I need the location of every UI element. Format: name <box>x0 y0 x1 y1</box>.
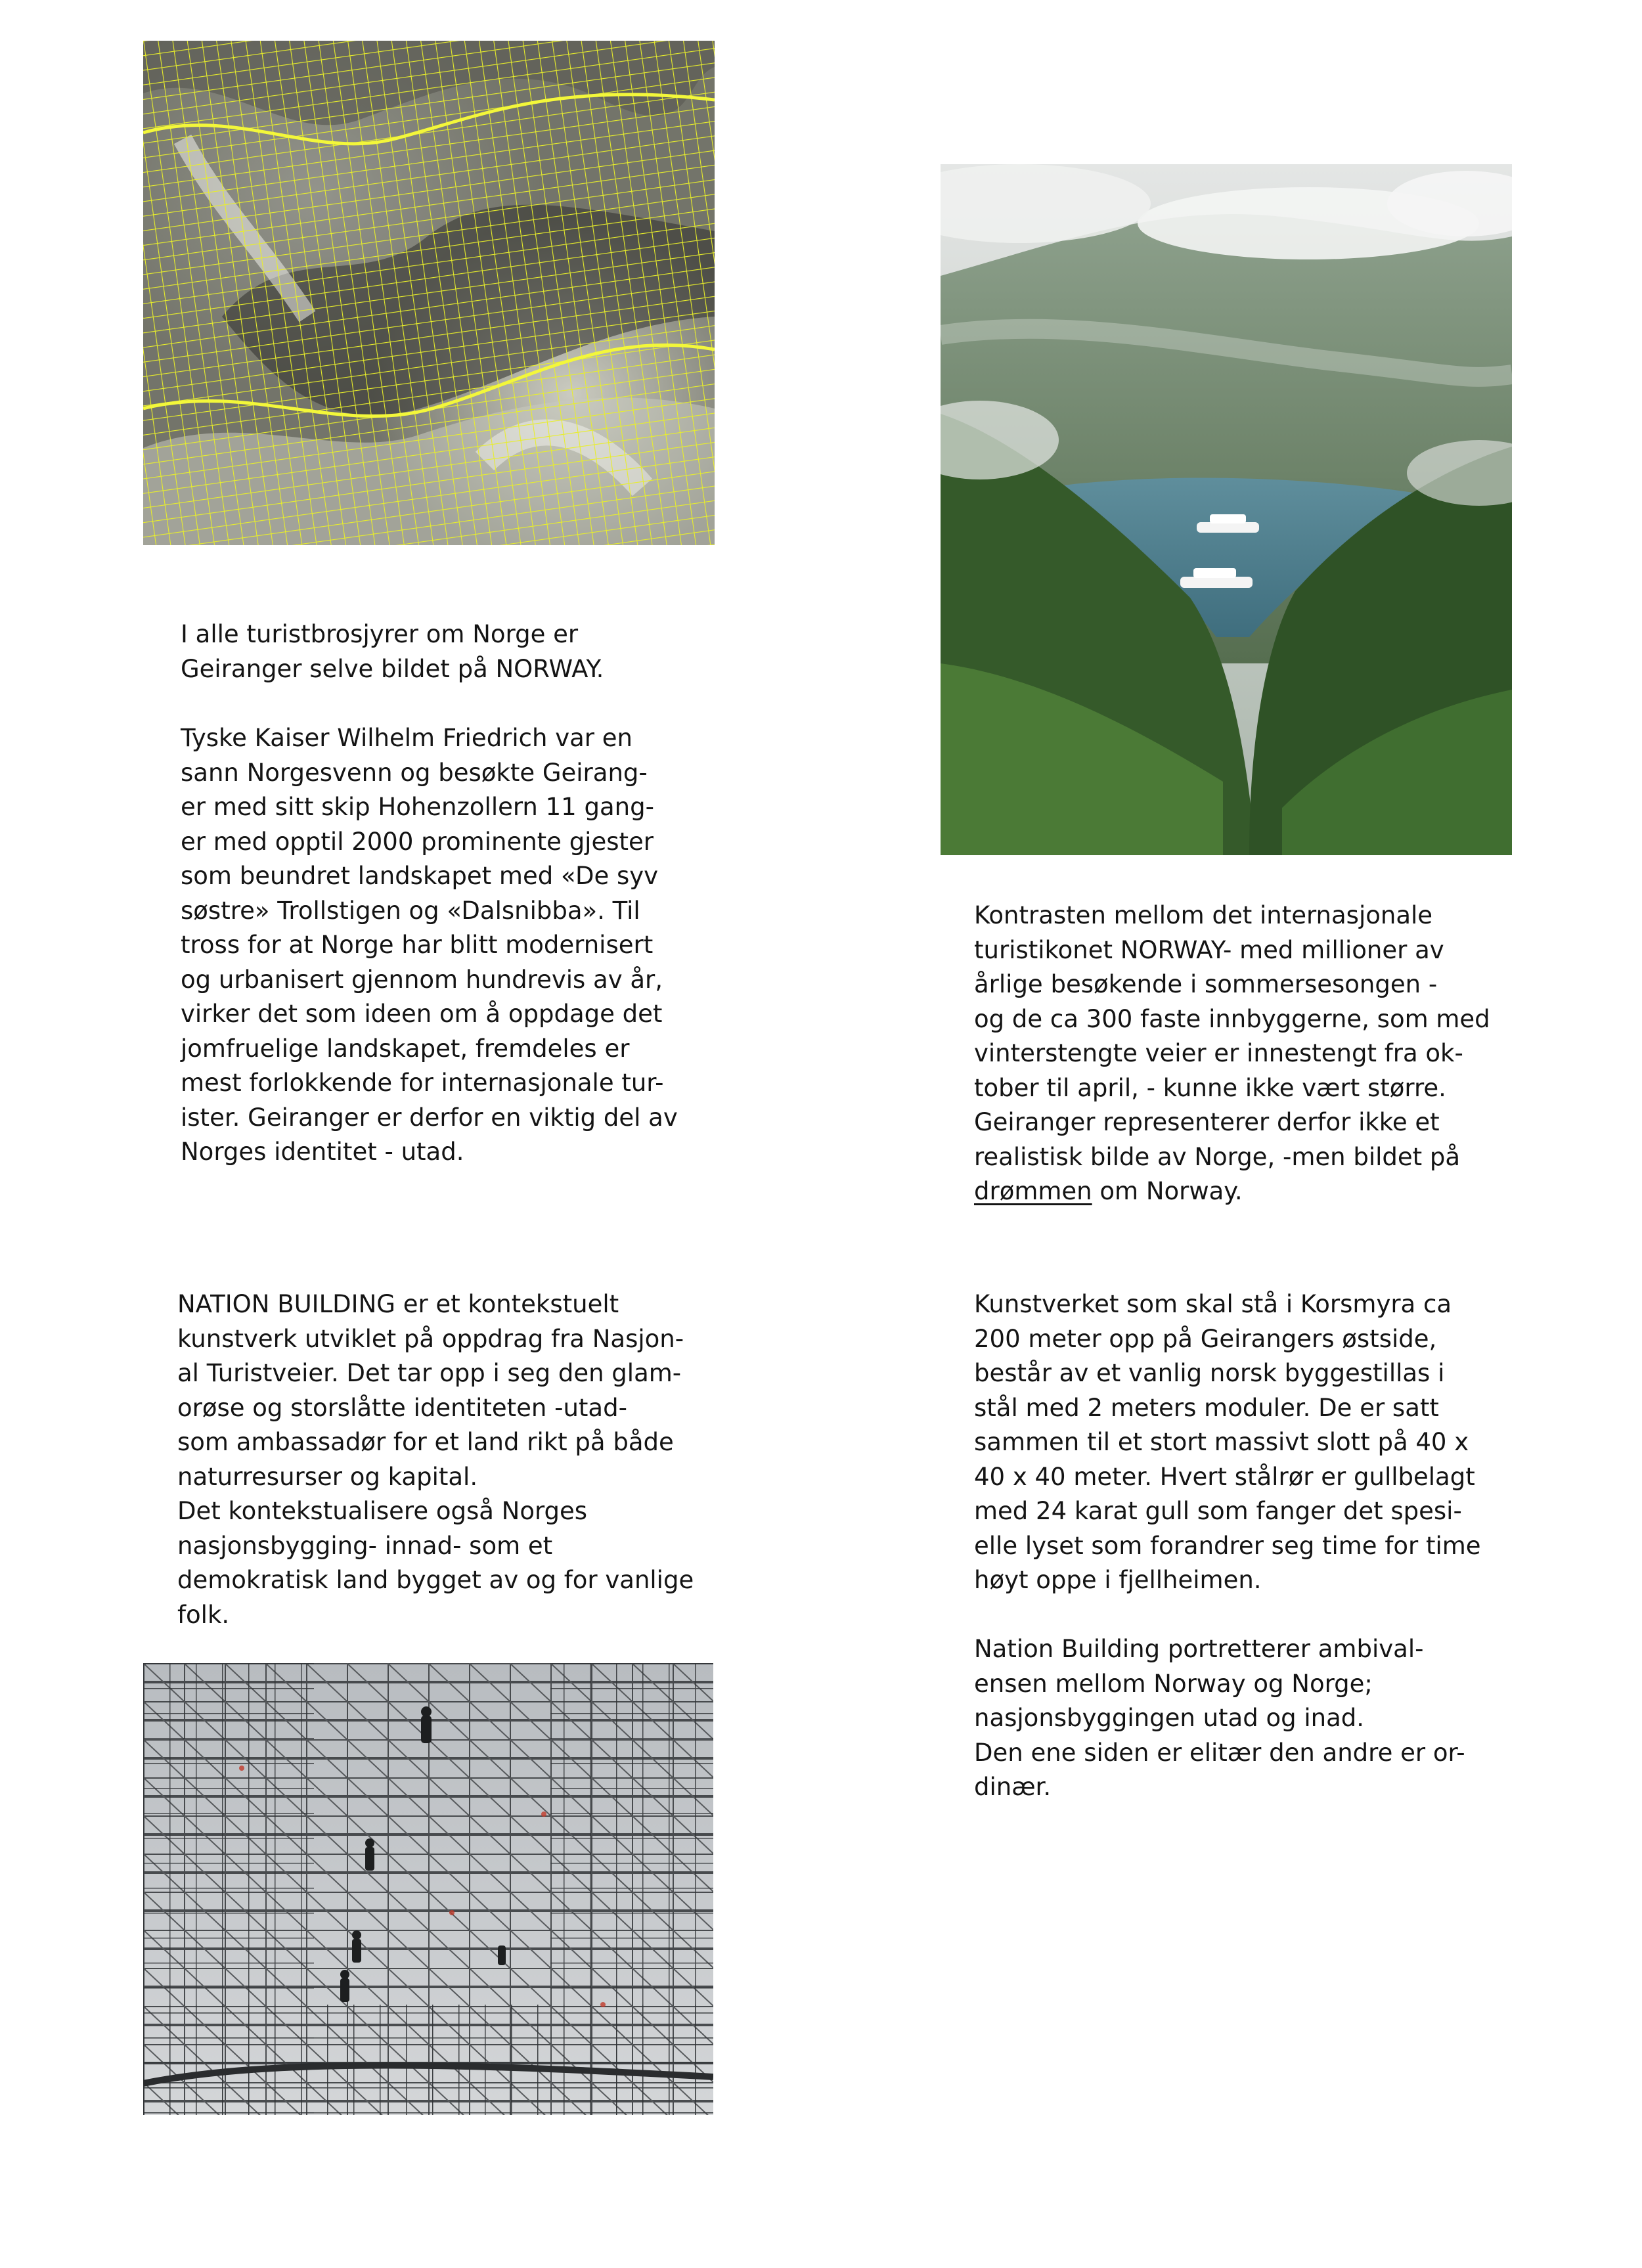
contrast-last-line <box>974 1174 1539 1209</box>
contrast-paragraph <box>974 899 1539 1209</box>
contrast-last-rest: om Norway. <box>1092 1177 1243 1205</box>
terrain-mesh-image <box>143 41 715 545</box>
kaiser-paragraph: Tyske Kaiser Wilhelm Friedrich var en sann Norgesvenn og besøkte Geirang- er med sitt skip Hohenzollern 11 gang- er med opptil 2000 prominente gjester som beundret landskapet med «De syv søstre» Trollstigen og «Dalsnibba». Til tross for at Norge har blitt modernisert og urbanisert gjennom hundrevis av år, virker det som ideen om å oppdage det jomfruelige landskapet, fremdeles er mest forlokkende for internasjonale tur- ister. Geiranger er derfor en viktig del av Norges identitet - utad. <box>181 724 678 1166</box>
nation-building-paragraph: NATION BUILDING er et kontekstuelt kunstverk utviklet på oppdrag fra Nasjon- al Turistveier. Det tar opp i seg den glam- orøse og storslåtte identiteten -utad- som ambassadør for et land rikt på både naturresurser og kapital. Det kontekstualisere også Norges nasjonsbygging- innad- som et demokratisk land bygget av og for vanlige folk. <box>177 1290 694 1629</box>
geiranger-fjord-photo <box>941 164 1512 855</box>
scaffolding-photo <box>143 1663 713 2115</box>
intro-paragraph: I alle turistbrosjyrer om Norge er Geiranger selve bildet på NORWAY. <box>181 620 604 683</box>
ambivalence-paragraph: Nation Building portretterer ambival- ensen mellom Norway og Norge; nasjonsbyggingen utad og inad. Den ene siden er elitær den andre er or- dinær. <box>974 1635 1465 1801</box>
kunstverket-paragraph: Kunstverket som skal stå i Korsmyra ca 200 meter opp på Geirangers østside, består av et vanlig norsk byggestillas i stål med 2 meters moduler. De er satt sammen til et stort massivt slott på 40 x 40 x 40 meter. Hvert stålrør er gullbelagt med 24 karat gull som fanger det spesi- elle lyset som forandrer seg time for time høyt oppe i fjellheimen. <box>974 1290 1481 1594</box>
dream-underlined-word: drømmen <box>974 1177 1092 1205</box>
contrast-text: Kontrasten mellom det internasjonale turistikonet NORWAY- med millioner av årlige besøkende i sommersesongen - og de ca 300 faste innbyggerne, som med vinterstengte veier er innestengt fra ok- tober til april, - kunne ikke vært større. Geiranger representerer derfor ikke et realistisk bilde av Norge, -men bildet på <box>974 901 1490 1171</box>
